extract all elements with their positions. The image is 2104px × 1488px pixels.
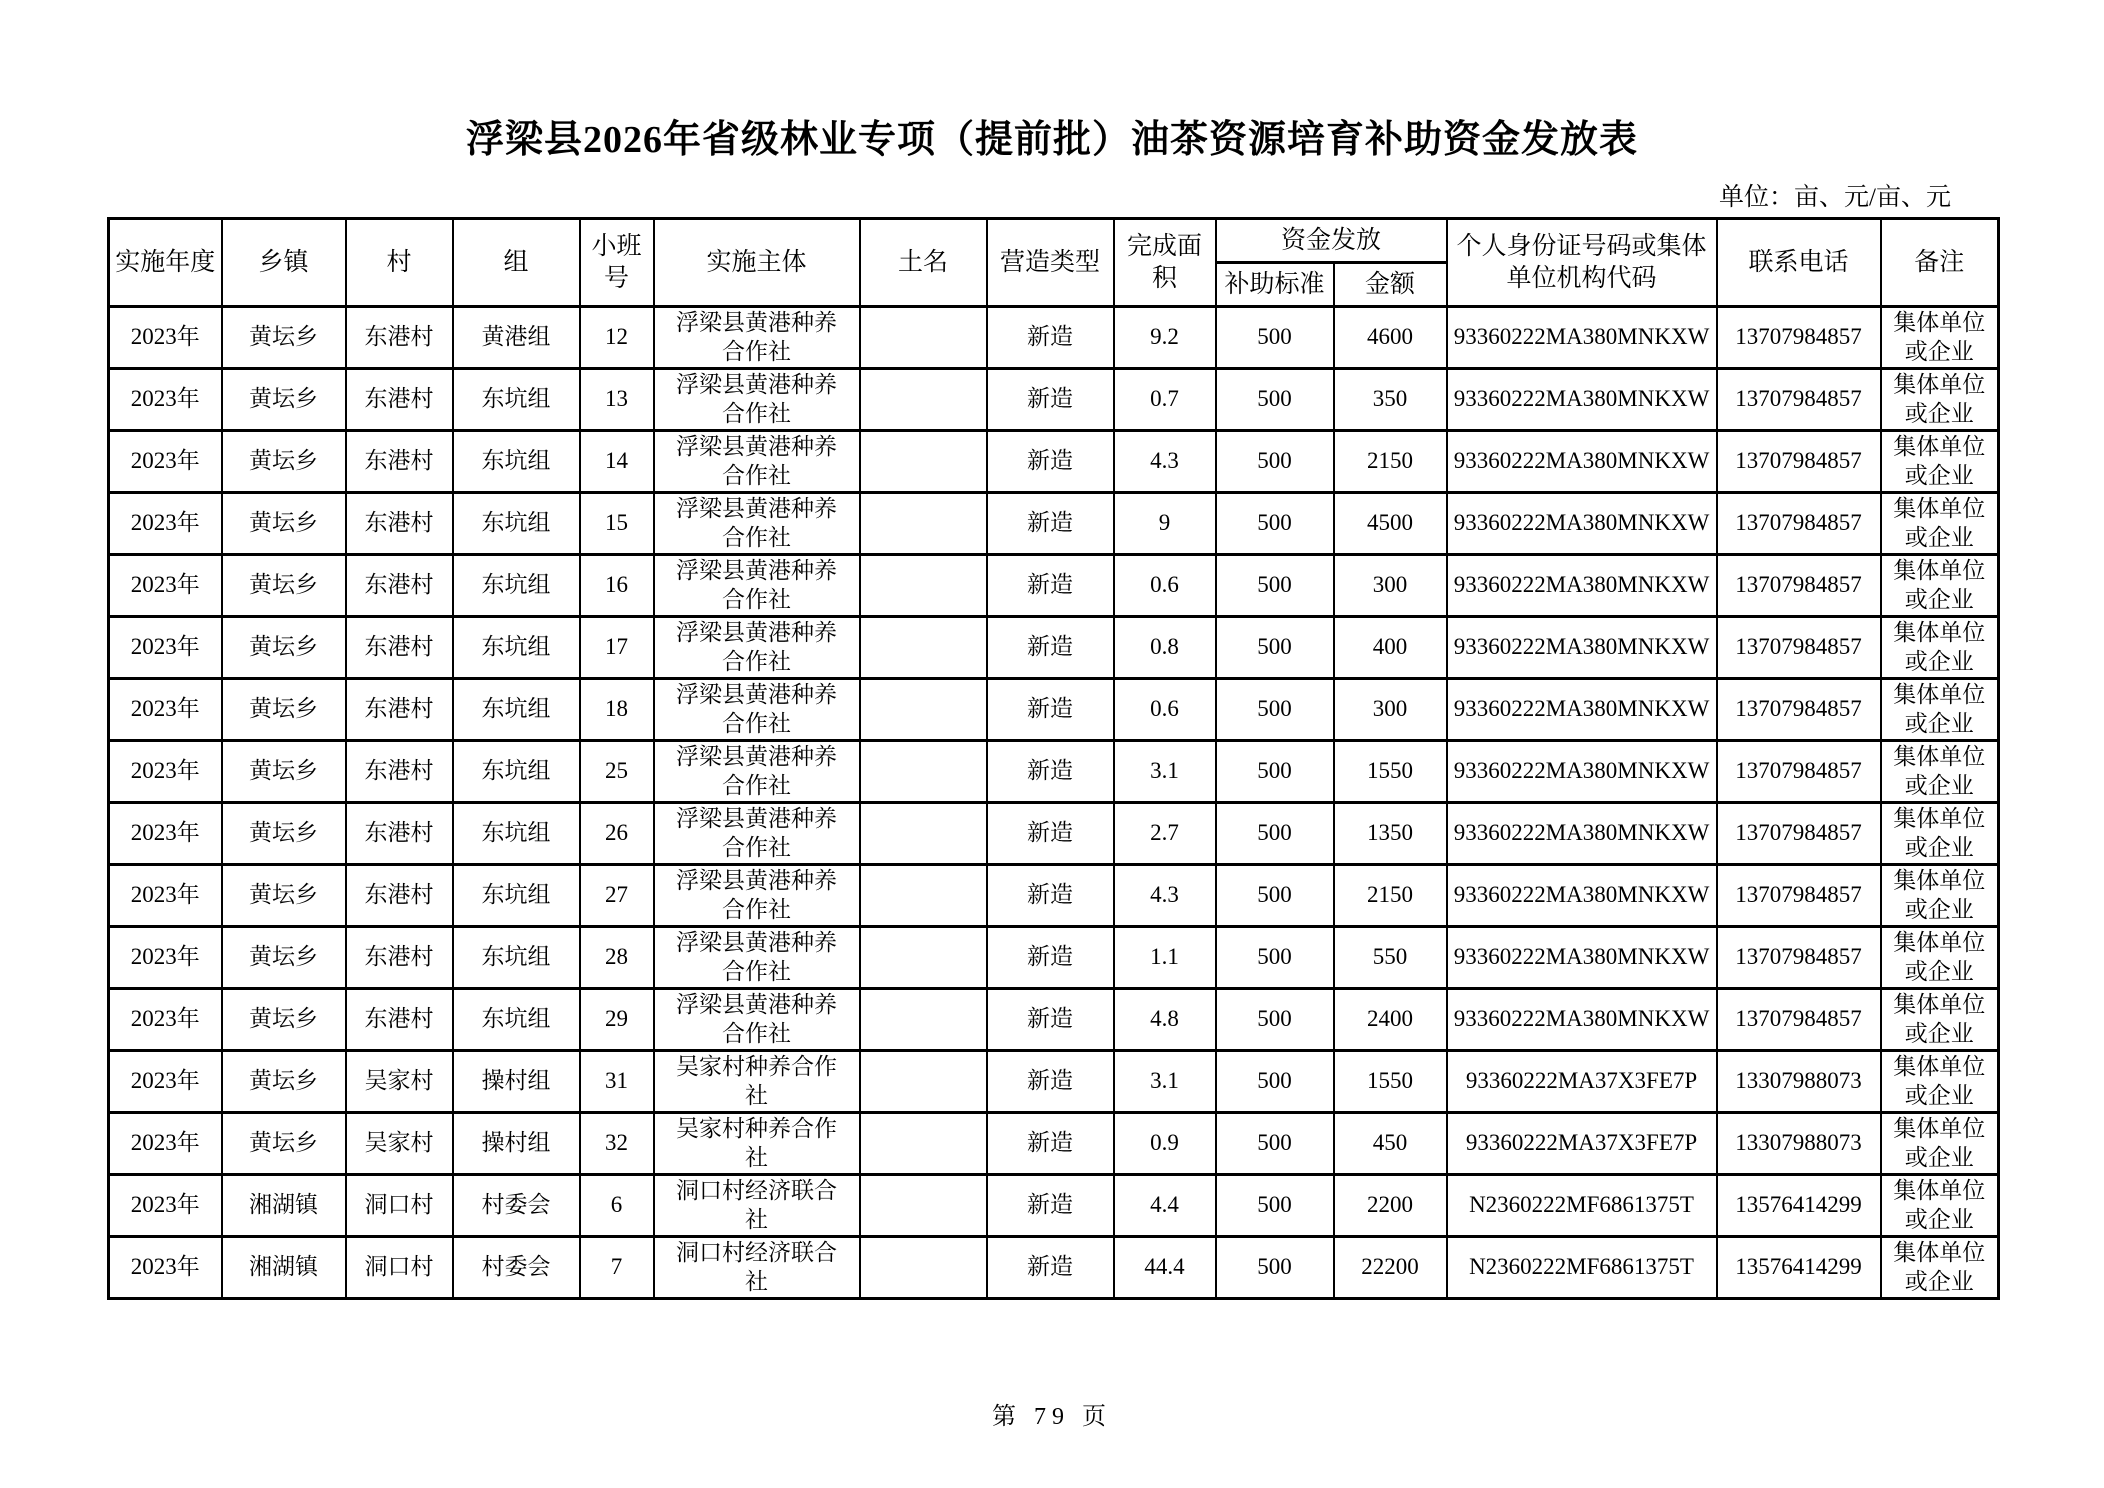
cell-year: 2023年 — [109, 431, 222, 493]
table-row — [109, 431, 1999, 493]
cell-land-name — [860, 1051, 987, 1113]
cell-standard: 500 — [1216, 1113, 1334, 1175]
cell-amount: 1550 — [1334, 1051, 1447, 1113]
table-row — [109, 1113, 1999, 1175]
cell-township: 黄坛乡 — [222, 1113, 346, 1175]
cell-year: 2023年 — [109, 679, 222, 741]
cell-phone: 13707984857 — [1717, 989, 1881, 1051]
cell-standard: 500 — [1216, 865, 1334, 927]
cell-phone: 13707984857 — [1717, 679, 1881, 741]
cell-standard: 500 — [1216, 369, 1334, 431]
cell-plot-no: 13 — [580, 369, 654, 431]
cell-land-name — [860, 493, 987, 555]
cell-township: 黄坛乡 — [222, 865, 346, 927]
cell-standard: 500 — [1216, 741, 1334, 803]
cell-township: 黄坛乡 — [222, 989, 346, 1051]
cell-village: 东港村 — [346, 307, 453, 369]
cell-township: 黄坛乡 — [222, 555, 346, 617]
cell-township: 黄坛乡 — [222, 617, 346, 679]
cell-id-code: N2360222MF6861375T — [1447, 1237, 1717, 1299]
cell-phone: 13307988073 — [1717, 1051, 1881, 1113]
cell-amount: 2150 — [1334, 431, 1447, 493]
cell-id-code: N2360222MF6861375T — [1447, 1175, 1717, 1237]
cell-entity: 浮梁县黄港种养合作社 — [654, 741, 860, 803]
cell-year: 2023年 — [109, 1237, 222, 1299]
table-body — [109, 307, 1999, 1299]
cell-plot-no: 17 — [580, 617, 654, 679]
page-title: 浮梁县2026年省级林业专项（提前批）油茶资源培育补助资金发放表 — [465, 119, 1638, 161]
table-row — [109, 989, 1999, 1051]
cell-township: 黄坛乡 — [222, 493, 346, 555]
table-row — [109, 493, 1999, 555]
cell-standard: 500 — [1216, 307, 1334, 369]
cell-standard: 500 — [1216, 803, 1334, 865]
col-header-year: 实施年度 — [109, 219, 222, 307]
cell-group: 东坑组 — [453, 803, 580, 865]
col-header-entity: 实施主体 — [654, 219, 860, 307]
cell-type: 新造 — [987, 555, 1114, 617]
cell-group: 东坑组 — [453, 555, 580, 617]
cell-type: 新造 — [987, 493, 1114, 555]
cell-village: 东港村 — [346, 741, 453, 803]
cell-area: 4.3 — [1114, 431, 1216, 493]
cell-phone: 13576414299 — [1717, 1237, 1881, 1299]
cell-remark: 集体单位或企业 — [1881, 741, 1999, 803]
cell-village: 东港村 — [346, 679, 453, 741]
cell-land-name — [860, 307, 987, 369]
cell-plot-no: 31 — [580, 1051, 654, 1113]
cell-group: 东坑组 — [453, 741, 580, 803]
cell-year: 2023年 — [109, 741, 222, 803]
cell-village: 东港村 — [346, 617, 453, 679]
cell-area: 4.4 — [1114, 1175, 1216, 1237]
cell-entity: 浮梁县黄港种养合作社 — [654, 493, 860, 555]
col-header-standard: 补助标准 — [1216, 263, 1334, 307]
cell-standard: 500 — [1216, 679, 1334, 741]
cell-entity: 浮梁县黄港种养合作社 — [654, 369, 860, 431]
cell-phone: 13307988073 — [1717, 1113, 1881, 1175]
cell-remark: 集体单位或企业 — [1881, 369, 1999, 431]
cell-township: 黄坛乡 — [222, 1051, 346, 1113]
cell-phone: 13576414299 — [1717, 1175, 1881, 1237]
cell-area: 3.1 — [1114, 1051, 1216, 1113]
cell-year: 2023年 — [109, 989, 222, 1051]
cell-amount: 4600 — [1334, 307, 1447, 369]
cell-remark: 集体单位或企业 — [1881, 927, 1999, 989]
page-number: 第 79 页 — [992, 1404, 1112, 1430]
cell-type: 新造 — [987, 989, 1114, 1051]
table-row — [109, 741, 1999, 803]
cell-standard: 500 — [1216, 617, 1334, 679]
table-row — [109, 1051, 1999, 1113]
table-row — [109, 927, 1999, 989]
cell-year: 2023年 — [109, 803, 222, 865]
col-header-group: 组 — [453, 219, 580, 307]
cell-entity: 洞口村经济联合社 — [654, 1175, 860, 1237]
table-row — [109, 1237, 1999, 1299]
cell-group: 黄港组 — [453, 307, 580, 369]
cell-phone: 13707984857 — [1717, 431, 1881, 493]
cell-township: 黄坛乡 — [222, 803, 346, 865]
col-header-amount: 金额 — [1334, 263, 1447, 307]
cell-area: 4.8 — [1114, 989, 1216, 1051]
cell-village: 东港村 — [346, 369, 453, 431]
cell-id-code: 93360222MA380MNKXW — [1447, 865, 1717, 927]
table-row — [109, 679, 1999, 741]
table-header — [109, 219, 1999, 307]
cell-standard: 500 — [1216, 1051, 1334, 1113]
cell-land-name — [860, 989, 987, 1051]
col-header-land-name: 土名 — [860, 219, 987, 307]
cell-group: 东坑组 — [453, 493, 580, 555]
col-header-township: 乡镇 — [222, 219, 346, 307]
cell-land-name — [860, 431, 987, 493]
cell-standard: 500 — [1216, 927, 1334, 989]
cell-remark: 集体单位或企业 — [1881, 307, 1999, 369]
cell-village: 东港村 — [346, 989, 453, 1051]
cell-phone: 13707984857 — [1717, 803, 1881, 865]
cell-land-name — [860, 741, 987, 803]
table-container — [107, 177, 1997, 1300]
cell-remark: 集体单位或企业 — [1881, 493, 1999, 555]
cell-group: 村委会 — [453, 1175, 580, 1237]
cell-plot-no: 32 — [580, 1113, 654, 1175]
cell-remark: 集体单位或企业 — [1881, 989, 1999, 1051]
cell-entity: 洞口村经济联合社 — [654, 1237, 860, 1299]
cell-remark: 集体单位或企业 — [1881, 1175, 1999, 1237]
header-row-1 — [109, 219, 1999, 263]
cell-village: 东港村 — [346, 431, 453, 493]
cell-id-code: 93360222MA380MNKXW — [1447, 555, 1717, 617]
cell-area: 0.9 — [1114, 1113, 1216, 1175]
cell-phone: 13707984857 — [1717, 369, 1881, 431]
cell-village: 东港村 — [346, 493, 453, 555]
cell-entity: 浮梁县黄港种养合作社 — [654, 307, 860, 369]
cell-area: 2.7 — [1114, 803, 1216, 865]
cell-entity: 浮梁县黄港种养合作社 — [654, 555, 860, 617]
cell-entity: 浮梁县黄港种养合作社 — [654, 679, 860, 741]
cell-id-code: 93360222MA380MNKXW — [1447, 493, 1717, 555]
cell-plot-no: 14 — [580, 431, 654, 493]
cell-group: 村委会 — [453, 1237, 580, 1299]
cell-plot-no: 12 — [580, 307, 654, 369]
cell-standard: 500 — [1216, 1237, 1334, 1299]
col-header-plot-no: 小班号 — [580, 219, 654, 307]
cell-plot-no: 6 — [580, 1175, 654, 1237]
cell-area: 9.2 — [1114, 307, 1216, 369]
cell-township: 黄坛乡 — [222, 741, 346, 803]
cell-id-code: 93360222MA380MNKXW — [1447, 803, 1717, 865]
cell-year: 2023年 — [109, 555, 222, 617]
cell-type: 新造 — [987, 865, 1114, 927]
table-row — [109, 555, 1999, 617]
cell-village: 东港村 — [346, 555, 453, 617]
cell-area: 9 — [1114, 493, 1216, 555]
cell-group: 东坑组 — [453, 865, 580, 927]
cell-area: 0.8 — [1114, 617, 1216, 679]
cell-amount: 4500 — [1334, 493, 1447, 555]
cell-amount: 2150 — [1334, 865, 1447, 927]
cell-id-code: 93360222MA380MNKXW — [1447, 369, 1717, 431]
cell-remark: 集体单位或企业 — [1881, 679, 1999, 741]
cell-village: 东港村 — [346, 865, 453, 927]
cell-plot-no: 26 — [580, 803, 654, 865]
cell-amount: 22200 — [1334, 1237, 1447, 1299]
cell-group: 东坑组 — [453, 927, 580, 989]
col-header-funding-group: 资金发放 — [1216, 219, 1447, 263]
cell-type: 新造 — [987, 927, 1114, 989]
cell-type: 新造 — [987, 803, 1114, 865]
cell-township: 湘湖镇 — [222, 1237, 346, 1299]
cell-id-code: 93360222MA380MNKXW — [1447, 679, 1717, 741]
cell-phone: 13707984857 — [1717, 741, 1881, 803]
cell-entity: 吴家村种养合作社 — [654, 1051, 860, 1113]
cell-phone: 13707984857 — [1717, 865, 1881, 927]
cell-group: 东坑组 — [453, 989, 580, 1051]
cell-year: 2023年 — [109, 617, 222, 679]
cell-area: 1.1 — [1114, 927, 1216, 989]
cell-group: 东坑组 — [453, 679, 580, 741]
cell-amount: 2200 — [1334, 1175, 1447, 1237]
cell-year: 2023年 — [109, 307, 222, 369]
cell-land-name — [860, 865, 987, 927]
cell-area: 0.6 — [1114, 679, 1216, 741]
table-row — [109, 617, 1999, 679]
cell-type: 新造 — [987, 1051, 1114, 1113]
cell-entity: 浮梁县黄港种养合作社 — [654, 927, 860, 989]
cell-township: 湘湖镇 — [222, 1175, 346, 1237]
table-row — [109, 865, 1999, 927]
cell-remark: 集体单位或企业 — [1881, 1051, 1999, 1113]
subsidy-table — [107, 217, 2000, 1300]
col-header-remark: 备注 — [1881, 219, 1999, 307]
cell-plot-no: 29 — [580, 989, 654, 1051]
cell-area: 3.1 — [1114, 741, 1216, 803]
col-header-village: 村 — [346, 219, 453, 307]
cell-entity: 浮梁县黄港种养合作社 — [654, 617, 860, 679]
cell-amount: 550 — [1334, 927, 1447, 989]
cell-amount: 300 — [1334, 679, 1447, 741]
table-row — [109, 1175, 1999, 1237]
cell-type: 新造 — [987, 679, 1114, 741]
cell-standard: 500 — [1216, 989, 1334, 1051]
cell-township: 黄坛乡 — [222, 927, 346, 989]
cell-id-code: 93360222MA37X3FE7P — [1447, 1051, 1717, 1113]
cell-year: 2023年 — [109, 369, 222, 431]
cell-entity: 浮梁县黄港种养合作社 — [654, 803, 860, 865]
cell-land-name — [860, 617, 987, 679]
col-header-type: 营造类型 — [987, 219, 1114, 307]
cell-amount: 350 — [1334, 369, 1447, 431]
cell-id-code: 93360222MA380MNKXW — [1447, 741, 1717, 803]
cell-remark: 集体单位或企业 — [1881, 617, 1999, 679]
cell-amount: 400 — [1334, 617, 1447, 679]
cell-remark: 集体单位或企业 — [1881, 431, 1999, 493]
cell-type: 新造 — [987, 1237, 1114, 1299]
cell-land-name — [860, 927, 987, 989]
cell-group: 东坑组 — [453, 369, 580, 431]
cell-group: 东坑组 — [453, 617, 580, 679]
cell-land-name — [860, 369, 987, 431]
cell-township: 黄坛乡 — [222, 369, 346, 431]
cell-type: 新造 — [987, 1175, 1114, 1237]
cell-amount: 1350 — [1334, 803, 1447, 865]
cell-village: 东港村 — [346, 927, 453, 989]
cell-township: 黄坛乡 — [222, 679, 346, 741]
cell-land-name — [860, 1175, 987, 1237]
cell-amount: 450 — [1334, 1113, 1447, 1175]
cell-phone: 13707984857 — [1717, 927, 1881, 989]
cell-type: 新造 — [987, 431, 1114, 493]
table-row — [109, 803, 1999, 865]
cell-type: 新造 — [987, 741, 1114, 803]
col-header-id-code: 个人身份证号码或集体单位机构代码 — [1447, 219, 1717, 307]
cell-township: 黄坛乡 — [222, 431, 346, 493]
cell-remark: 集体单位或企业 — [1881, 1237, 1999, 1299]
cell-amount: 300 — [1334, 555, 1447, 617]
cell-plot-no: 28 — [580, 927, 654, 989]
cell-amount: 1550 — [1334, 741, 1447, 803]
cell-phone: 13707984857 — [1717, 307, 1881, 369]
table-row — [109, 369, 1999, 431]
cell-entity: 吴家村种养合作社 — [654, 1113, 860, 1175]
cell-land-name — [860, 1237, 987, 1299]
cell-land-name — [860, 679, 987, 741]
cell-area: 0.7 — [1114, 369, 1216, 431]
cell-plot-no: 7 — [580, 1237, 654, 1299]
cell-plot-no: 25 — [580, 741, 654, 803]
cell-phone: 13707984857 — [1717, 617, 1881, 679]
cell-standard: 500 — [1216, 493, 1334, 555]
cell-group: 操村组 — [453, 1051, 580, 1113]
cell-amount: 2400 — [1334, 989, 1447, 1051]
cell-plot-no: 15 — [580, 493, 654, 555]
cell-area: 44.4 — [1114, 1237, 1216, 1299]
cell-phone: 13707984857 — [1717, 493, 1881, 555]
cell-year: 2023年 — [109, 865, 222, 927]
cell-year: 2023年 — [109, 493, 222, 555]
cell-village: 吴家村 — [346, 1113, 453, 1175]
cell-entity: 浮梁县黄港种养合作社 — [654, 865, 860, 927]
cell-village: 东港村 — [346, 803, 453, 865]
cell-area: 0.6 — [1114, 555, 1216, 617]
cell-id-code: 93360222MA380MNKXW — [1447, 307, 1717, 369]
cell-year: 2023年 — [109, 1113, 222, 1175]
cell-standard: 500 — [1216, 555, 1334, 617]
cell-entity: 浮梁县黄港种养合作社 — [654, 431, 860, 493]
cell-id-code: 93360222MA380MNKXW — [1447, 927, 1717, 989]
cell-village: 洞口村 — [346, 1237, 453, 1299]
cell-year: 2023年 — [109, 1051, 222, 1113]
cell-remark: 集体单位或企业 — [1881, 555, 1999, 617]
cell-group: 操村组 — [453, 1113, 580, 1175]
cell-remark: 集体单位或企业 — [1881, 803, 1999, 865]
unit-note: 单位：亩、元/亩、元 — [1719, 184, 1951, 211]
cell-land-name — [860, 803, 987, 865]
cell-group: 东坑组 — [453, 431, 580, 493]
cell-id-code: 93360222MA380MNKXW — [1447, 989, 1717, 1051]
cell-type: 新造 — [987, 617, 1114, 679]
cell-area: 4.3 — [1114, 865, 1216, 927]
cell-plot-no: 27 — [580, 865, 654, 927]
cell-remark: 集体单位或企业 — [1881, 1113, 1999, 1175]
cell-id-code: 93360222MA380MNKXW — [1447, 431, 1717, 493]
cell-village: 吴家村 — [346, 1051, 453, 1113]
cell-year: 2023年 — [109, 927, 222, 989]
cell-year: 2023年 — [109, 1175, 222, 1237]
cell-type: 新造 — [987, 1113, 1114, 1175]
table-row — [109, 307, 1999, 369]
cell-standard: 500 — [1216, 1175, 1334, 1237]
cell-remark: 集体单位或企业 — [1881, 865, 1999, 927]
cell-id-code: 93360222MA380MNKXW — [1447, 617, 1717, 679]
cell-standard: 500 — [1216, 431, 1334, 493]
cell-id-code: 93360222MA37X3FE7P — [1447, 1113, 1717, 1175]
cell-township: 黄坛乡 — [222, 307, 346, 369]
cell-village: 洞口村 — [346, 1175, 453, 1237]
cell-type: 新造 — [987, 307, 1114, 369]
col-header-phone: 联系电话 — [1717, 219, 1881, 307]
cell-plot-no: 16 — [580, 555, 654, 617]
cell-plot-no: 18 — [580, 679, 654, 741]
cell-phone: 13707984857 — [1717, 555, 1881, 617]
cell-land-name — [860, 1113, 987, 1175]
col-header-area: 完成面积 — [1114, 219, 1216, 307]
cell-entity: 浮梁县黄港种养合作社 — [654, 989, 860, 1051]
cell-type: 新造 — [987, 369, 1114, 431]
cell-land-name — [860, 555, 987, 617]
